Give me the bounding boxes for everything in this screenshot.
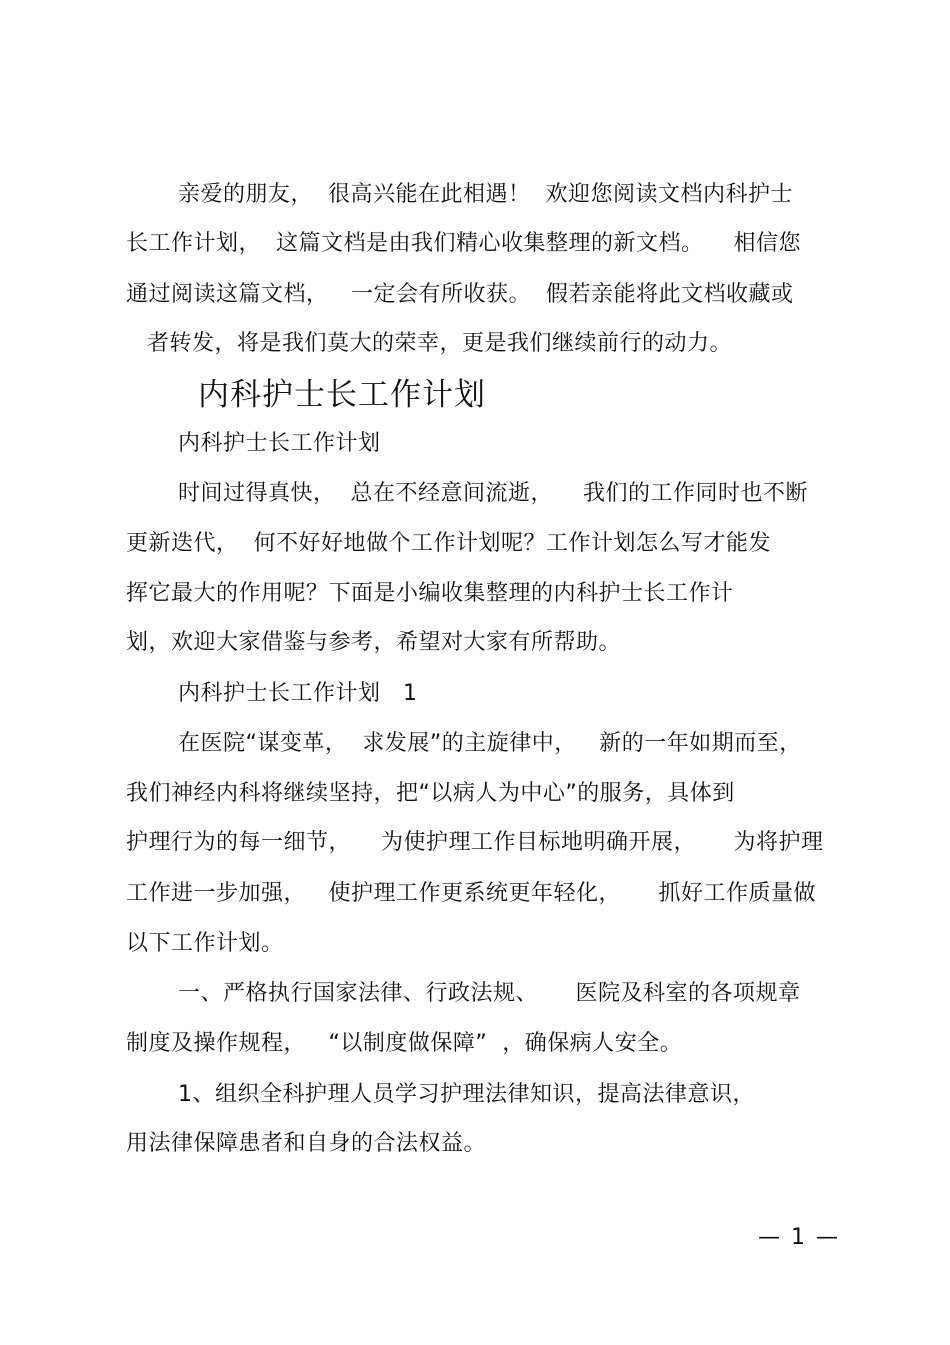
item-1-line-1: 1、组织全科护理人员学习护理法律知识，提高法律意识， bbox=[178, 1082, 755, 1107]
paragraph-2-line-3: 护理行为的每一细节， 为使护理工作目标地明确开展， 为将护理 bbox=[126, 830, 824, 855]
paragraph-2-line-2: 我们神经内科将继续坚持，把“以病人为中心”的服务，具体到 bbox=[126, 781, 735, 806]
paragraph-1-line-3: 挥它最大的作用呢？下面是小编收集整理的内科护士长工作计 bbox=[126, 581, 734, 606]
paragraph-2-line-5: 以下工作计划。 bbox=[126, 931, 284, 956]
document-title: 内科护士长工作计划 bbox=[198, 377, 486, 413]
paragraph-1-line-1: 时间过得真快， 总在不经意间流逝， 我们的工作同时也不断 bbox=[178, 481, 808, 506]
plan-heading: 内科护士长工作计划 1 bbox=[178, 681, 418, 706]
paragraph-2-line-4: 工作进一步加强， 使护理工作更系统更年轻化， 抓好工作质量做 bbox=[126, 881, 816, 906]
section-1-line-1: 一、严格执行国家法律、行政法规、 医院及科室的各项规章 bbox=[178, 981, 801, 1006]
paragraph-1-line-2: 更新迭代， 何不好好地做个工作计划呢？工作计划怎么写才能发 bbox=[126, 531, 771, 556]
paragraph-1-line-4: 划，欢迎大家借鉴与参考，希望对大家有所帮助。 bbox=[126, 630, 622, 655]
intro-line-3: 通过阅读这篇文档， 一定会有所收获。 假若亲能将此文档收藏或 bbox=[126, 282, 794, 307]
document-subtitle: 内科护士长工作计划 bbox=[178, 431, 381, 456]
intro-line-4: 者转发，将是我们莫大的荣幸，更是我们继续前行的动力。 bbox=[147, 331, 733, 356]
intro-line-2: 长工作计划， 这篇文档是由我们精心收集整理的新文档。 相信您 bbox=[126, 231, 801, 256]
section-1-line-2: 制度及操作规程， “以制度做保障” ，确保病人安全。 bbox=[126, 1031, 683, 1056]
paragraph-2-line-1: 在医院“谋变革， 求发展”的主旋律中， 新的一年如期而至， bbox=[178, 731, 802, 756]
intro-line-1: 亲爱的朋友， 很高兴能在此相遇！ 欢迎您阅读文档内科护士 bbox=[178, 182, 793, 207]
page-number: — 1 — bbox=[758, 1225, 840, 1250]
item-1-line-2: 用法律保障患者和自身的合法权益。 bbox=[126, 1131, 487, 1156]
